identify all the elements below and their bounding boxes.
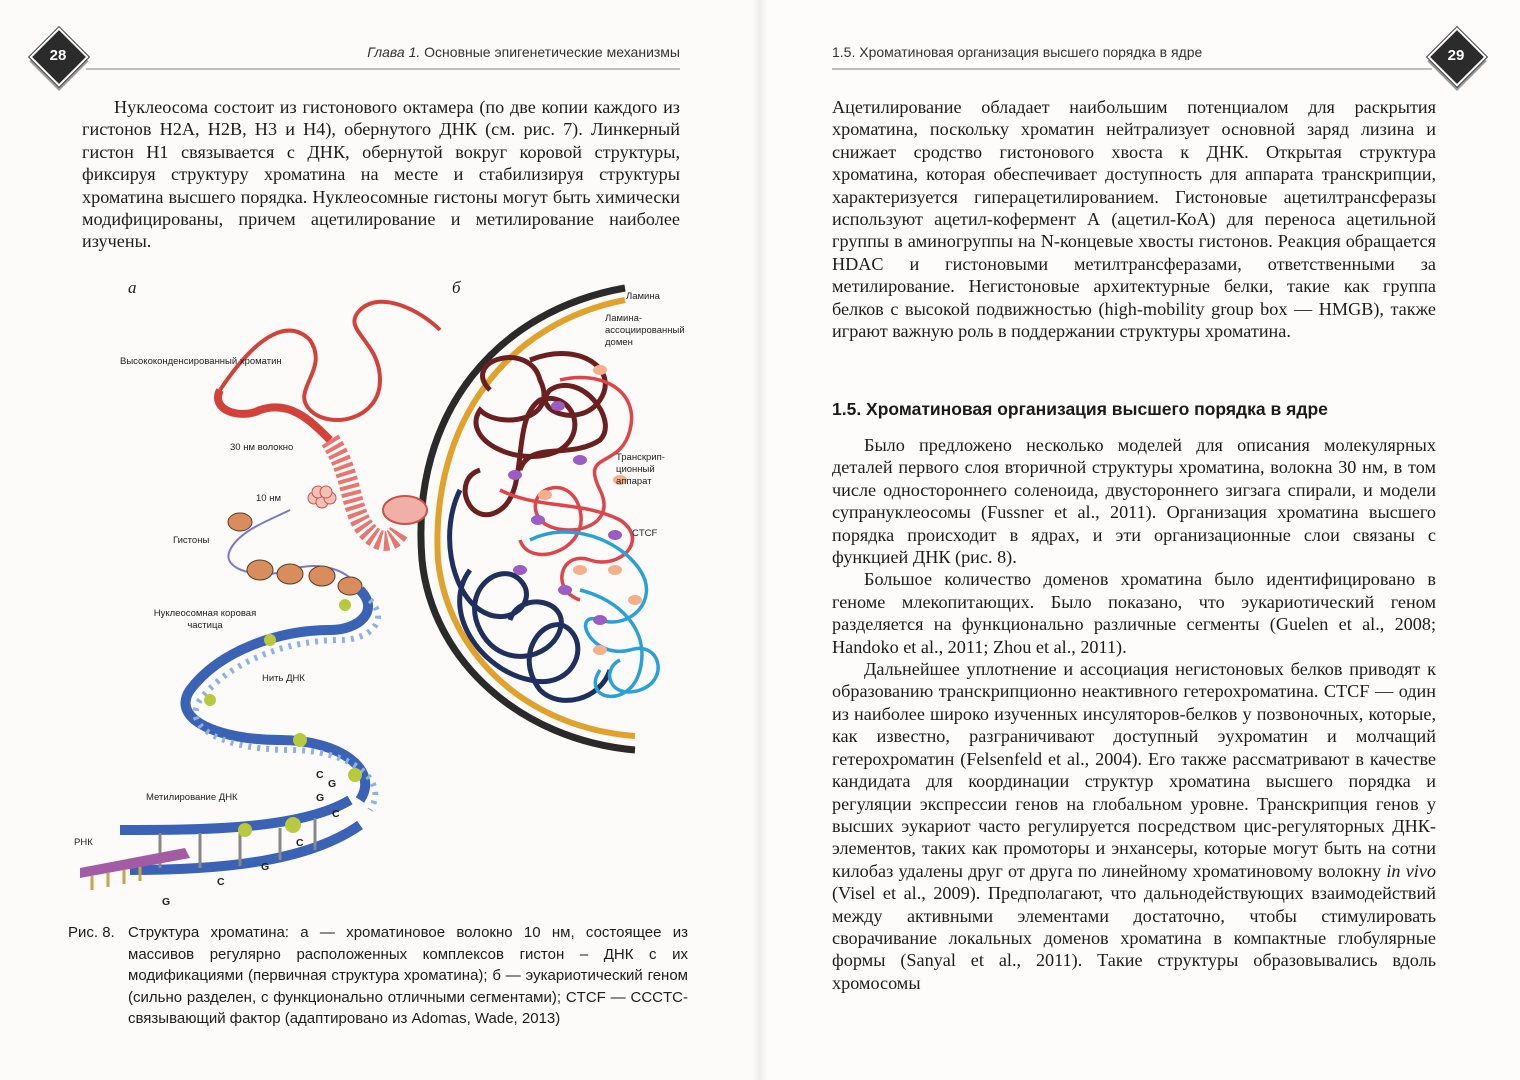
label-dna-methylation: Метилирование ДНК bbox=[146, 792, 238, 803]
label-10nm: 10 нм bbox=[256, 493, 281, 504]
paragraph: Было предложено несколько моделей для описания молекулярных деталей первого слоя вторичной структуры хроматина, волокна 30 нм, в том числе одностороннего соленоида, двустороннего зигзага спирали, и модели супрануклеосомы (Fussner et al., 2011). Организация хроматина высшего порядка происходит в ядрах, и эти организационные слои связаны с функцией ДНК (рис. 8). bbox=[832, 435, 1436, 568]
paragraph: Ацетилирование обладает наибольшим потенциалом для раскрытия хроматина, поскольку хроматин нейтрализует основной заряд лизина и снижает сродство гистонового хвоста к ДНК. Открытая структура хроматина, которая обеспечивает доступность для аппарата транскрипции, характеризуется гиперацетилированием. Гистоновые ацетилтрансферазы используют ацетил-кофермент А (ацетил-КоА) для переноса ацетильной группы в аминогруппы на N-концевые хвосты гистонов. Реакция обращается HDAC и гистоновыми метилтрансферазами, ответственными за метилирование. Негистоновые архитектурные белки, такие как группа белков с высокой подвижностью (high-mobility group box — HMGB), также играют важную роль в поддержании структуры хроматина. bbox=[832, 97, 1436, 342]
header-rule bbox=[86, 68, 680, 70]
running-head: 1.5. Хроматиновая организация высшего порядка в ядре bbox=[832, 44, 1203, 60]
label-lamina-associated-domain bbox=[605, 313, 685, 349]
page-number-badge bbox=[1430, 30, 1482, 82]
page-number-badge bbox=[32, 30, 84, 82]
body-text-top bbox=[832, 96, 1436, 342]
label-rna: РНК bbox=[74, 837, 93, 848]
paragraph-text: Дальнейшее уплотнение и ассоциация негистоновых белков приводят к образованию транскрипционно неактивного гетерохроматина. CTCF — один из наиболее широко изученных инсуляторов-белков у позвоночных, которые, как известно, разграничивают доступный эухроматин и молчащий гетерохроматин (Felsenfeld et al., 2004). Его также рассматривают в качестве кандидата для координации структур хроматина высшего порядка и регуляции экспрессии генов на глобальном уровне. Транскрипция генов у высших эукариот часто регулируется посредством цис-регуляторных ДНК-элементов, таких как промоторы и энхансеры, которые могут быть на сотни килобаз удалены друг от друга по линейному хроматиновому волокну bbox=[832, 659, 1436, 881]
label-core-particle-line1: Нуклеосомная коровая bbox=[153, 608, 257, 619]
label-condensed-chromatin: Высококонденсированный хроматин bbox=[120, 356, 282, 367]
section-heading: 1.5. Хроматиновая организация высшего порядка в ядре bbox=[832, 399, 1328, 419]
base-label: G bbox=[162, 896, 171, 908]
chromatin-fiber-panel bbox=[80, 302, 440, 890]
label-transcr-line3: аппарат bbox=[616, 476, 652, 487]
label-lad-line3: домен bbox=[605, 337, 633, 348]
paragraph-text: (Visel et al., 2009). Предполагают, что дальнодействующих взаимодействий между активными элементами достаточно, чтобы стимулировать сворачивание локальных доменов хроматина в компактные глобулярные формы (Sanyal et al., 2011). Такие структуры образовывались вдоль хромосомы bbox=[832, 883, 1436, 993]
label-lad-line1: Ламина- bbox=[605, 313, 643, 324]
base-label: G bbox=[261, 861, 270, 873]
base-label: C bbox=[217, 876, 225, 888]
base-label: G bbox=[328, 778, 337, 790]
label-core-particle-line2: частица bbox=[187, 620, 223, 631]
base-label: C bbox=[332, 808, 340, 820]
page-number: 29 bbox=[1447, 47, 1465, 64]
page-number: 28 bbox=[49, 47, 67, 64]
caption-text: Структура хроматина: а — хроматиновое волокно 10 нм, состоящее из массивов регулярно расположенных комплексов гистон – ДНК с их модификациями (первичная структура хроматина); б — эукариотический геном (сильно разделен, с функционально отличными сегментами); CTCF — CCCTC-связывающий фактор (адаптировано из Adomas, Wade, 2013) bbox=[128, 924, 688, 1027]
book-gutter bbox=[752, 0, 768, 1080]
running-head-title: Основные эпигенетические механизмы bbox=[424, 44, 680, 60]
base-label: G bbox=[316, 792, 325, 804]
label-histones: Гистоны bbox=[173, 535, 210, 546]
paragraph: Большое количество доменов хроматина было идентифицировано в геноме млекопитающих. Было показано, что эукариотический геном разделяется на функционально различные сегменты (Guelen et al., 2008; Handoko et al., 2011; Zhou et al., 2011). bbox=[832, 569, 1436, 657]
latin-term: in vivo bbox=[1386, 860, 1436, 881]
label-30nm-fiber: 30 нм волокно bbox=[230, 442, 294, 453]
label-core-particle bbox=[150, 608, 260, 632]
base-label: C bbox=[316, 769, 324, 781]
body-text bbox=[82, 96, 680, 253]
panel-b-letter: б bbox=[452, 278, 461, 297]
header-rule bbox=[832, 68, 1432, 70]
label-transcr-line1: Транскрип- bbox=[616, 452, 665, 463]
figure-chromatin-structure bbox=[60, 270, 700, 910]
panel-a-letter: а bbox=[128, 278, 137, 297]
label-lad-line2: ассоциированный bbox=[605, 325, 685, 336]
running-head-chapter: Глава 1. bbox=[367, 44, 421, 60]
label-ctcf: CTCF bbox=[632, 528, 658, 539]
base-label: C bbox=[296, 837, 304, 849]
label-transcription-apparatus bbox=[616, 452, 665, 488]
label-transcr-line2: ционный bbox=[616, 464, 655, 475]
label-lamina: Ламина bbox=[626, 291, 660, 302]
running-head bbox=[367, 44, 680, 60]
caption-label: Рис. 8. bbox=[68, 924, 115, 941]
nucleus-panel bbox=[421, 288, 658, 750]
label-dna-strand: Нить ДНК bbox=[262, 673, 305, 684]
paragraph: Нуклеосома состоит из гистонового октамера (по две копии каждого из гистонов Н2А, Н2В, Н3 и Н4), обернутого ДНК (см. рис. 7). Линкерный гистон Н1 связывается с ДНК, обернутой вокруг коровой структуры, фиксируя структуру хроматина на месте и стабилизируя структуры хроматина высшего порядка. Нуклеосомные гистоны могут быть химически модифицированы, причем ацетилирование и метилирование наиболее изучены. bbox=[82, 97, 680, 252]
body-text-bottom bbox=[832, 434, 1436, 994]
paragraph bbox=[832, 658, 1436, 994]
